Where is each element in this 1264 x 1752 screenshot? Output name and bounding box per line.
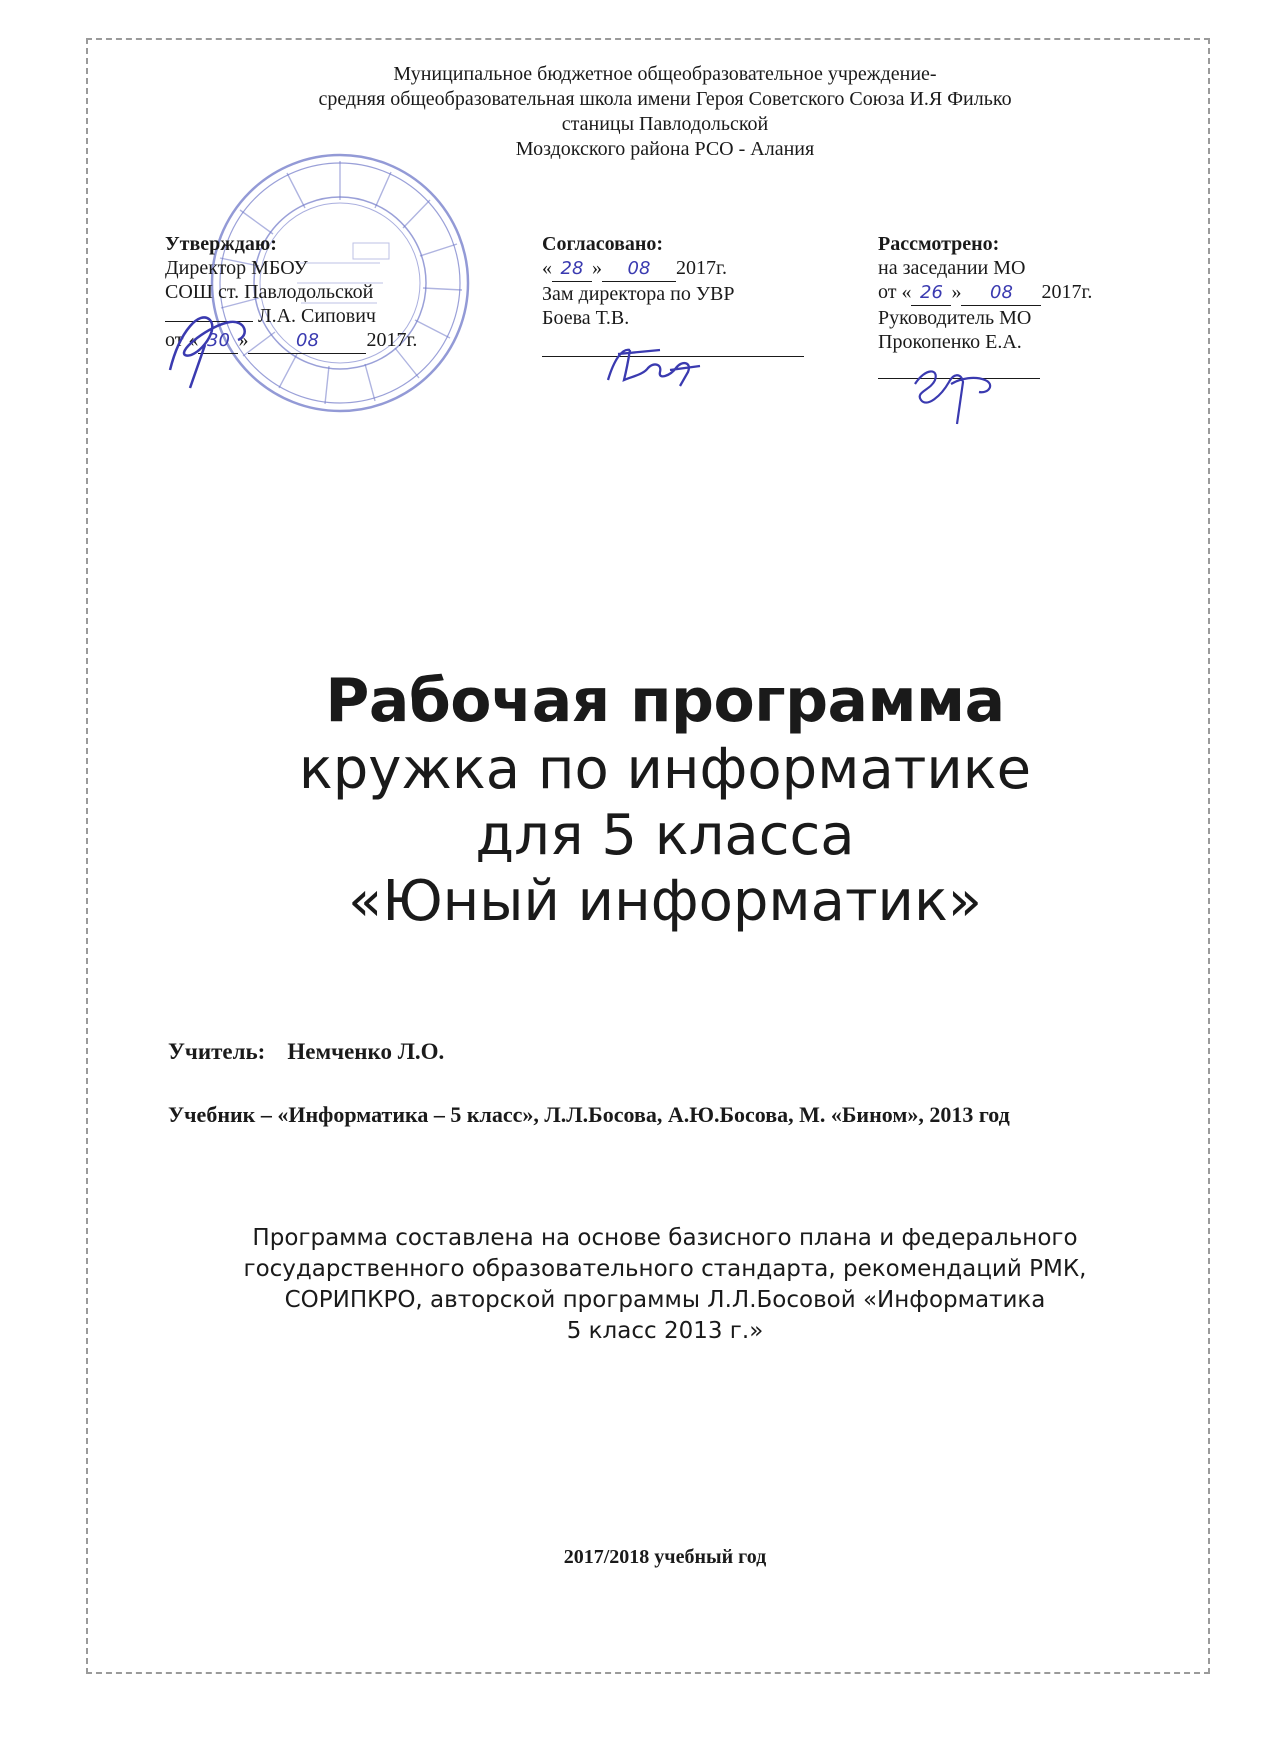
approval-month: 08 (248, 329, 366, 354)
program-note-line-1: Программа составлена на основе базисного плана и федерального (252, 1225, 1078, 1251)
program-note-line-4: 5 класс 2013 г.» (566, 1318, 764, 1344)
teacher-name: Немченко Л.О. (287, 1039, 445, 1064)
title-grade: для 5 класса (475, 803, 855, 868)
program-note-line-2: государственного образовательного стандарта, рекомендаций РМК, (243, 1256, 1087, 1282)
program-note-line-3: СОРИПКРО, авторской программы Л.Л.Босовой «Информатика (284, 1287, 1046, 1313)
reviewed-title: Рассмотрено: (878, 233, 1000, 255)
header-line-3: станицы Павлодольской (561, 113, 769, 135)
document-title-block (150, 665, 1180, 935)
deputy-signature (600, 340, 710, 390)
approval-day: 30 (198, 329, 238, 354)
academic-year: 2017/2018 учебный год (563, 1546, 767, 1568)
agreed-position: Зам директора по УВР (542, 283, 735, 305)
teacher-line (168, 1039, 444, 1065)
reviewed-block (878, 232, 1148, 379)
approval-school: СОШ ст. Павлодольской (165, 281, 374, 303)
agreed-name: Боева Т.В. (542, 307, 630, 329)
reviewed-date: от « 26 » 08 2017г. (878, 280, 1148, 306)
teacher-label: Учитель: (168, 1039, 266, 1064)
institution-header (150, 62, 1180, 162)
header-line-4: Моздокского района РСО - Алания (515, 138, 815, 160)
header-line-2: средняя общеобразовательная школа имени Героя Советского Союза И.Я Филько (318, 88, 1012, 110)
title-subject: кружка по информатике (298, 737, 1032, 802)
agreed-day: 28 (552, 257, 592, 282)
agreed-month: 08 (602, 257, 676, 282)
mo-head-signature (905, 362, 1005, 432)
agreed-block (542, 232, 812, 357)
textbook-info: Учебник – «Информатика – 5 класс», Л.Л.Босова, А.Ю.Босова, М. «Бином», 2013 год (168, 1102, 1010, 1127)
title-main: Рабочая программа (325, 666, 1005, 736)
reviewed-position: Руководитель МО (878, 307, 1032, 329)
approval-position: Директор МБОУ (165, 257, 308, 279)
reviewed-month: 08 (961, 281, 1041, 306)
reviewed-name: Прокопенко Е.А. (878, 331, 1022, 353)
director-signature (150, 300, 270, 390)
agreed-title: Согласовано: (542, 233, 664, 255)
reviewed-day: 26 (911, 281, 951, 306)
agreed-date: « 28 » 08 2017г. (542, 256, 812, 282)
approval-title: Утверждаю: (165, 233, 277, 255)
header-line-1: Муниципальное бюджетное общеобразовательное учреждение- (393, 63, 937, 85)
reviewed-meeting: на заседании МО (878, 257, 1026, 279)
approval-date: от « 30 » 08 2017г. (165, 328, 510, 354)
title-club-name: «Юный информатик» (347, 869, 983, 934)
program-basis-note (185, 1223, 1145, 1347)
approval-name: Л.А. Сипович (258, 305, 376, 327)
